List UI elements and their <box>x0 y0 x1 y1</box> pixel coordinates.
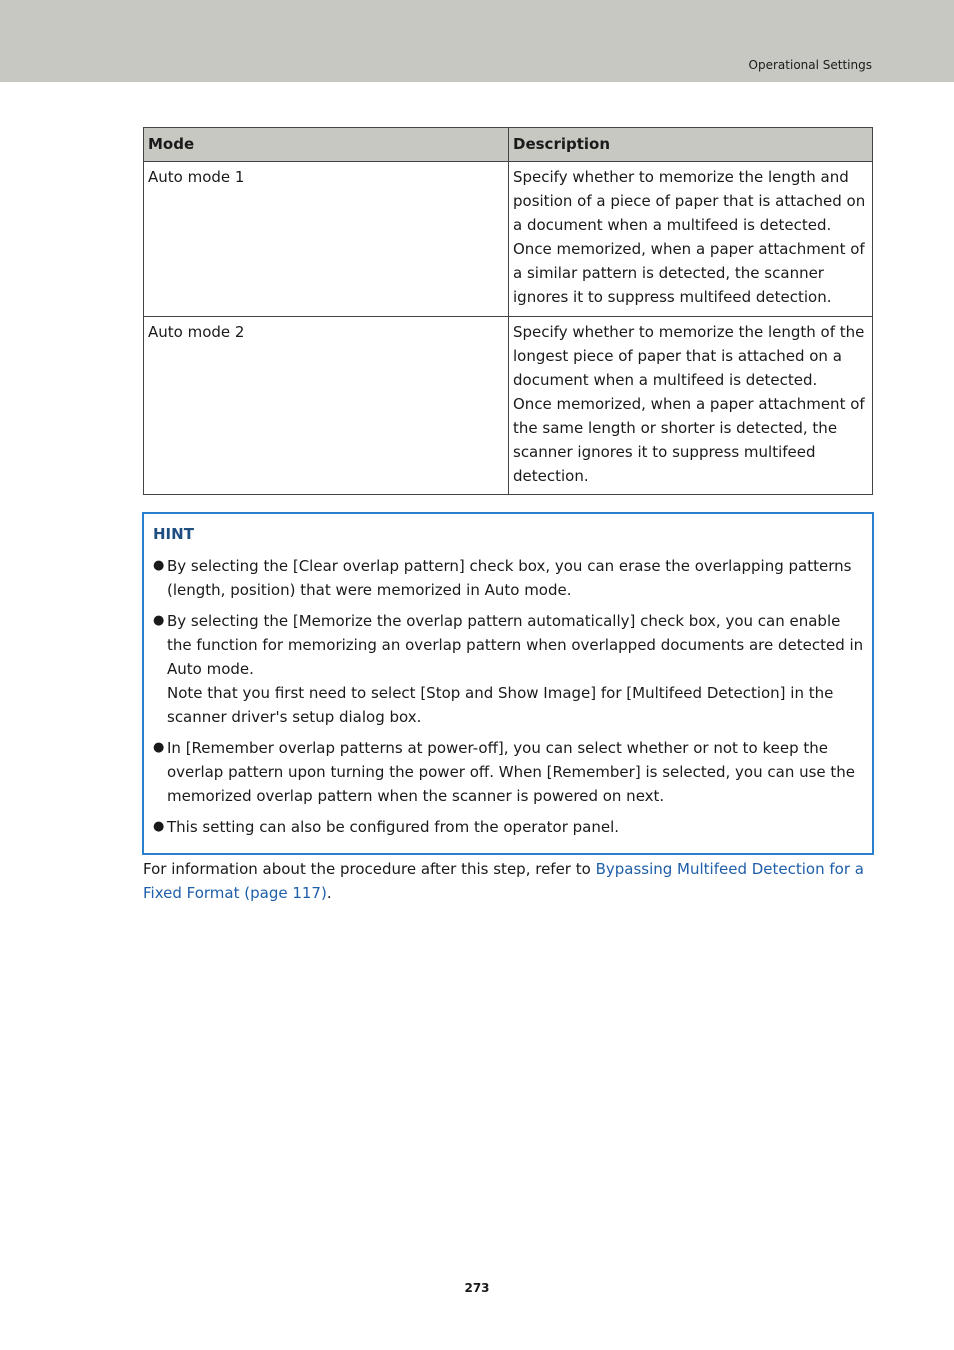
bypassing-multifeed-link[interactable]: Bypassing Multifeed Detection for a Fixed Format (page 117) <box>143 860 864 902</box>
mode-cell: Auto mode 1 <box>144 162 509 317</box>
hint-item-text: By selecting the [Clear overlap pattern] check box, you can erase the overlapping patterns (length, position) that were memorized in Auto mode. <box>167 557 852 599</box>
description-paragraph: Once memorized, when a paper attachment of a similar pattern is detected, the scanner ignores it to suppress multifeed detection. <box>513 240 865 306</box>
bullet-icon: ● <box>153 558 165 573</box>
column-header-description: Description <box>509 128 873 162</box>
reference-paragraph <box>143 857 878 905</box>
description-paragraph: Specify whether to memorize the length and position of a piece of paper that is attached on a document when a multifeed is detected. <box>513 168 866 234</box>
hint-item-note: Note that you first need to select [Stop and Show Image] for [Multifeed Detection] in the scanner driver's setup dialog box. <box>167 684 834 726</box>
hint-item <box>153 815 865 839</box>
mode-cell: Auto mode 2 <box>144 317 509 495</box>
hint-item-text: In [Remember overlap patterns at power-off], you can select whether or not to keep the overlap pattern upon turning the power off. When [Remember] is selected, you can use the memorized overlap pattern when the scanner is powered on next. <box>167 739 856 805</box>
bullet-icon: ● <box>153 819 165 834</box>
description-cell <box>509 162 873 317</box>
hint-list <box>153 554 865 846</box>
description-paragraph: Once memorized, when a paper attachment of the same length or shorter is detected, the scanner ignores it to suppress multifeed detection. <box>513 395 865 485</box>
hint-item-text: By selecting the [Memorize the overlap pattern automatically] check box, you can enable the function for memorizing an overlap pattern when overlapped documents are detected in Auto mode. <box>167 612 864 678</box>
hint-item-text: This setting can also be configured from the operator panel. <box>167 818 620 836</box>
header-band <box>0 0 954 82</box>
table-row <box>144 317 873 495</box>
hint-item <box>153 736 865 808</box>
table-header-row <box>144 128 873 162</box>
mode-table <box>143 127 873 495</box>
bullet-icon: ● <box>153 740 165 755</box>
table-row <box>144 162 873 317</box>
hint-item <box>153 609 865 729</box>
reference-suffix: . <box>326 884 332 902</box>
bullet-icon: ● <box>153 613 165 628</box>
hint-box <box>142 512 874 855</box>
page-number: 273 <box>464 1281 490 1295</box>
column-header-mode: Mode <box>144 128 509 162</box>
hint-title: HINT <box>153 525 194 543</box>
reference-prefix: For information about the procedure after this step, refer to <box>143 860 596 878</box>
section-title: Operational Settings <box>748 58 872 72</box>
description-cell <box>509 317 873 495</box>
description-paragraph: Specify whether to memorize the length of the longest piece of paper that is attached on a document when a multifeed is detected. <box>513 323 865 389</box>
hint-item <box>153 554 865 602</box>
